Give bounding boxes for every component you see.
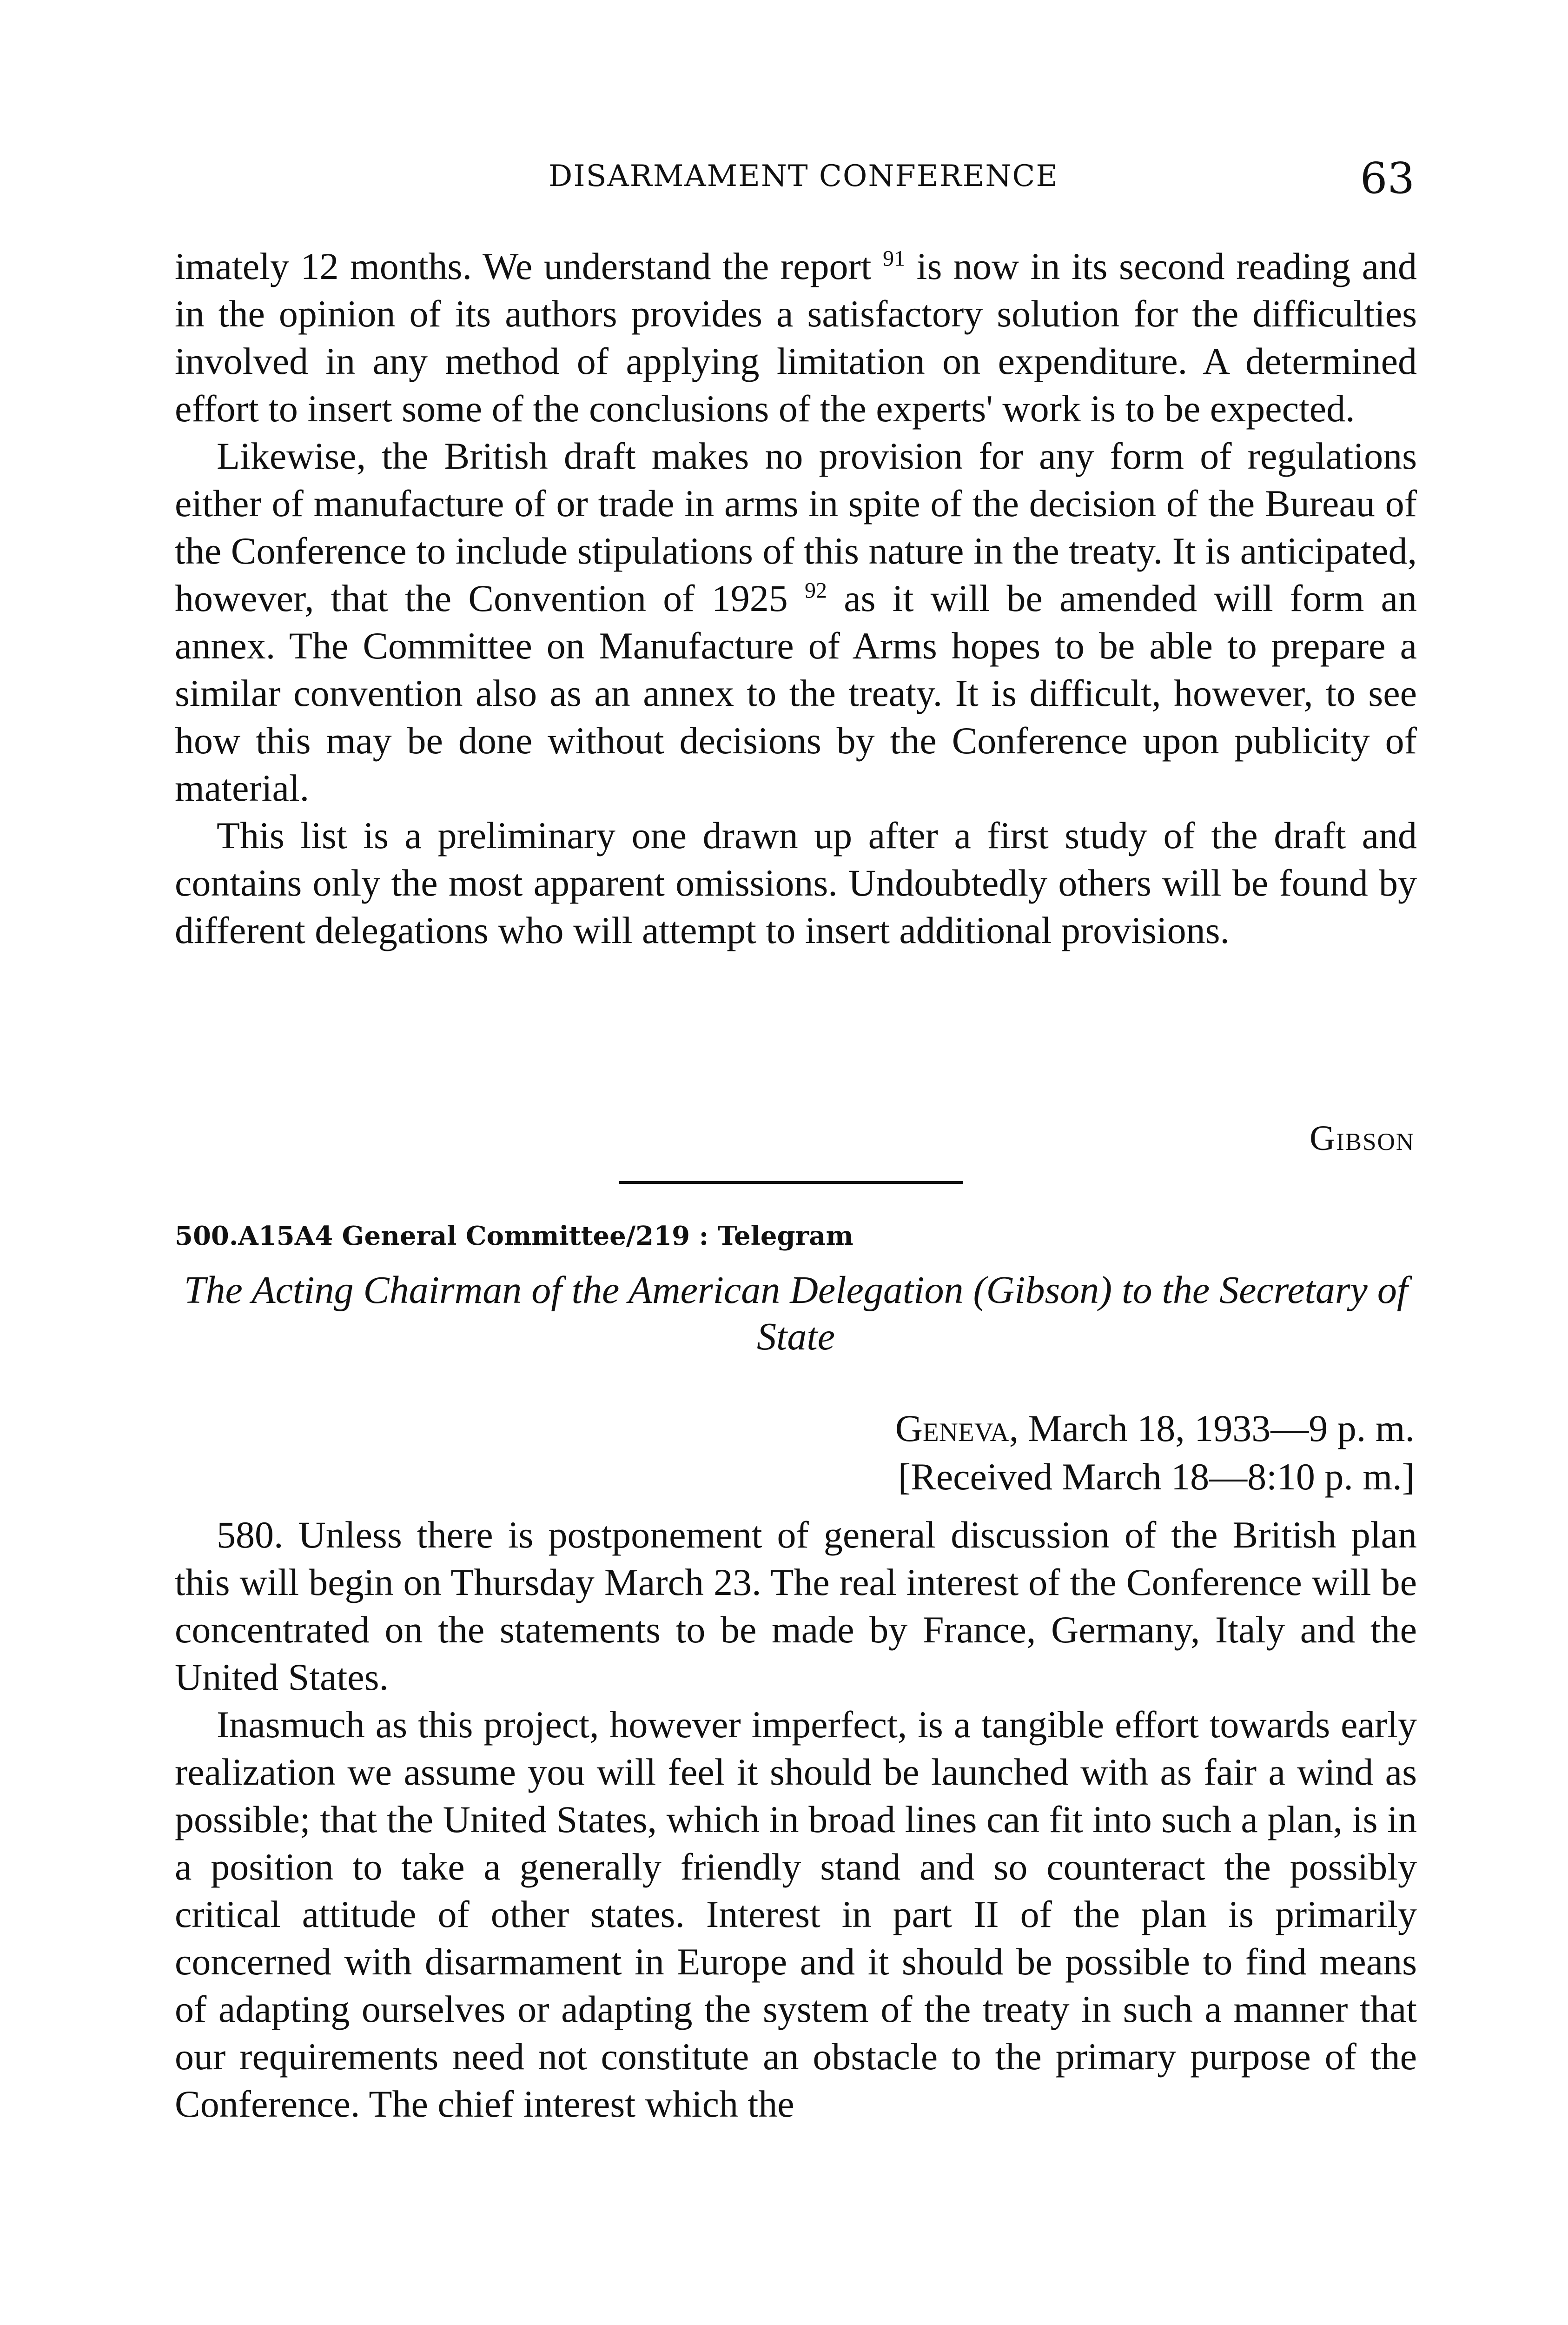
footnote-ref-91[interactable]: 91 xyxy=(883,246,906,271)
section-divider xyxy=(619,1181,963,1184)
footnote-ref-92[interactable]: 92 xyxy=(805,578,827,603)
place: Geneva, xyxy=(895,1407,1019,1449)
dateline xyxy=(895,1404,1415,1501)
paragraph-preliminary-list: This list is a preliminary one drawn up after a first study of the draft and contains only the most apparent omissions. Undoubtedly others will be found by different delegations who will attempt to insert additional provisions. xyxy=(175,814,1417,951)
received-note: [Received March 18—8:10 p. m.] xyxy=(898,1455,1415,1498)
document-title: The Acting Chairman of the American Delegation (Gibson) to the Secretary of State xyxy=(184,1269,1408,1358)
page-number: 63 xyxy=(1360,153,1415,203)
paragraph-continuation: imately 12 months. We understand the report $^{91}$ is now in its second reading and in the opinion of its authors provides a satisfactory solution for the difficulties involved in any method of applying limitation on expenditure. A determined effort to insert some of the conclusions of the experts' work is to be expected. xyxy=(175,245,1417,430)
file-reference: 500.A15A4 General Committee/219 : Telegram xyxy=(175,1221,853,1251)
signature: Gibson xyxy=(1310,1119,1415,1158)
paragraph-inasmuch: Inasmuch as this project, however imperfect, is a tangible effort towards early realization we assume you will feel it should be launched with as fair a wind as possible; that the United States, which in broad lines can fit into such a plan, is in a position to take a generally friendly stand and so counteract the possibly critical attitude of other states. Interest in part II of the plan is primarily concerned with disarmament in Europe and it should be possible to find means of adapting ourselves or adapting the system of the treaty in such a manner that our requirements need not constitute an obstacle to the primary purpose of the Conference. The chief interest which the xyxy=(175,1703,1417,2125)
running-head xyxy=(0,153,1568,210)
date: March 18, 1933—9 p. m. xyxy=(1028,1407,1415,1449)
running-title: DISARMAMENT CONFERENCE xyxy=(549,159,1059,193)
telegram-body xyxy=(175,1511,1417,2128)
paragraph-580: 580. Unless there is postponement of general discussion of the British plan this will begin on Thursday March 23. The real interest of the Conference will be concentrated on the statements to be made by France, Germany, Italy and the United States. xyxy=(175,1514,1417,1698)
paragraph-british-draft: Likewise, the British draft makes no provision for any form of regulations either of manufacture of or trade in arms in spite of the decision of the Bureau of the Conference to include stipulations of this nature in the treaty. It is anticipated, however, that the Convention of 1925 $^{92}$ as it will be amended will form an annex. The Committee on Manufacture of Arms hopes to be able to prepare a similar convention also as an annex to the treaty. It is difficult, however, to see how this may be done without decisions by the Conference upon publicity of material. xyxy=(175,435,1417,809)
top-text-block xyxy=(175,243,1417,954)
